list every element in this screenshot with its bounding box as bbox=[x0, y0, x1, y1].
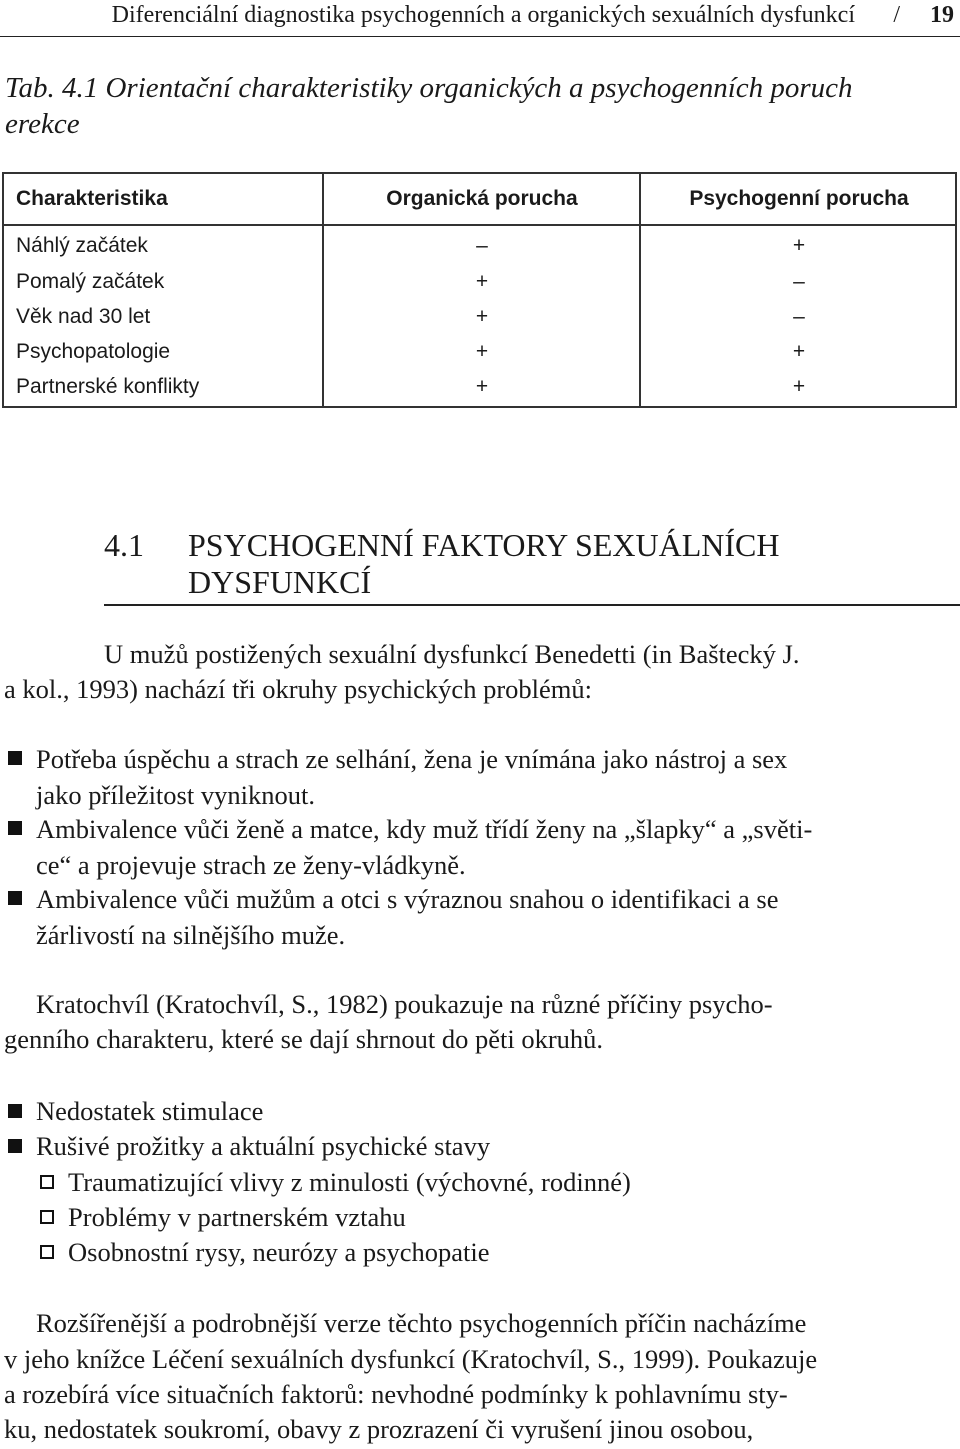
list-item: Nedostatek stimulace bbox=[36, 1096, 264, 1126]
square-bullet-icon bbox=[8, 1104, 22, 1118]
table-cell: – bbox=[793, 305, 805, 328]
section-number: 4.1 bbox=[104, 527, 144, 563]
open-square-bullet-icon bbox=[40, 1245, 54, 1259]
table-cell: + bbox=[792, 234, 806, 257]
table-cell: Pomalý začátek bbox=[16, 270, 165, 293]
table-caption bbox=[5, 70, 955, 142]
list-item-line: Ambivalence vůči ženě a matce, kdy muž třídí ženy na „šlapky“ a „světi- bbox=[36, 814, 813, 844]
square-bullet-icon bbox=[8, 891, 22, 905]
table-cell: + bbox=[475, 340, 489, 363]
table-cell: + bbox=[475, 270, 489, 293]
sub-list-item: Traumatizující vlivy z minulosti (výchovné, rodinné) bbox=[68, 1167, 631, 1197]
sub-list-item: Osobnostní rysy, neurózy a psychopatie bbox=[68, 1237, 490, 1267]
paragraph-line: v jeho knížce Léčení sexuálních dysfunkcí (Kratochvíl, S., 1999). Poukazuje bbox=[4, 1344, 818, 1374]
list-item-line: jako příležitost vyniknout. bbox=[36, 780, 315, 810]
table-header-divider bbox=[4, 224, 955, 226]
table-caption-line-1: Tab. 4.1 Orientační charakteristiky organických a psychogenních poruch bbox=[5, 72, 853, 104]
open-square-bullet-icon bbox=[40, 1210, 54, 1224]
section-title bbox=[188, 527, 888, 601]
paragraph-line: Kratochvíl (Kratochvíl, S., 1982) poukazuje na různé příčiny psycho- bbox=[36, 989, 773, 1019]
list-item-line: žárlivostí na silnějšího muže. bbox=[36, 920, 346, 950]
paragraph-line: a kol., 1993) nachází tři okruhy psychických problémů: bbox=[4, 674, 592, 704]
sub-list-item: Problémy v partnerském vztahu bbox=[68, 1202, 406, 1232]
open-square-bullet-icon bbox=[40, 1175, 54, 1189]
table-cell: Věk nad 30 let bbox=[16, 305, 151, 328]
table-cell: – bbox=[793, 270, 805, 293]
running-header-title: Diferenciální diagnostika psychogenních a organických sexuálních dysfunkcí bbox=[111, 2, 855, 28]
paragraph-line: Rozšířenější a podrobnější verze těchto psychogenních příčin nacházíme bbox=[36, 1308, 807, 1338]
table-cell: Náhlý začátek bbox=[16, 234, 148, 257]
page-number: 19 bbox=[930, 2, 954, 28]
section-title-line: DYSFUNKCÍ bbox=[188, 564, 372, 600]
running-header-separator: / bbox=[893, 2, 900, 28]
table-header-cell: Psychogenní porucha bbox=[689, 187, 909, 210]
table-cell: + bbox=[792, 340, 806, 363]
section-title-line: PSYCHOGENNÍ FAKTORY SEXUÁLNÍCH bbox=[188, 527, 780, 563]
list-item-line: ce“ a projevuje strach ze ženy-vládkyně. bbox=[36, 850, 466, 880]
square-bullet-icon bbox=[8, 1139, 22, 1153]
list-item-line: Potřeba úspěchu a strach ze selhání, žena je vnímána jako nástroj a sex bbox=[36, 744, 788, 774]
table-cell: + bbox=[475, 305, 489, 328]
characteristics-table bbox=[2, 172, 957, 408]
paragraph-line: U mužů postižených sexuální dysfunkcí Benedetti (in Baštecký J. bbox=[104, 639, 800, 669]
list-item-line: Ambivalence vůči mužům a otci s výraznou snahou o identifikaci a se bbox=[36, 884, 779, 914]
list-item: Rušivé prožitky a aktuální psychické stavy bbox=[36, 1131, 491, 1161]
table-header-cell: Organická porucha bbox=[386, 187, 578, 210]
table-caption-line-2: erekce bbox=[5, 108, 80, 140]
paragraph-line: ku, nedostatek soukromí, obavy z prozrazení či vyrušení jinou osobou, bbox=[4, 1414, 754, 1444]
table-cell: + bbox=[792, 375, 806, 398]
table-cell: + bbox=[475, 375, 489, 398]
table-cell: Psychopatologie bbox=[16, 340, 171, 363]
paragraph-line: genního charakteru, které se dají shrnout do pěti okruhů. bbox=[4, 1024, 604, 1054]
square-bullet-icon bbox=[8, 821, 22, 835]
running-header bbox=[0, 0, 960, 37]
paragraph-line: a rozebírá více situačních faktorů: nevhodné podmínky k pohlavnímu sty- bbox=[4, 1379, 788, 1409]
table-cell: – bbox=[476, 234, 488, 257]
table-header-cell: Charakteristika bbox=[16, 187, 168, 210]
table-cell: Partnerské konflikty bbox=[16, 375, 200, 398]
section-rule bbox=[104, 604, 960, 606]
square-bullet-icon bbox=[8, 751, 22, 765]
